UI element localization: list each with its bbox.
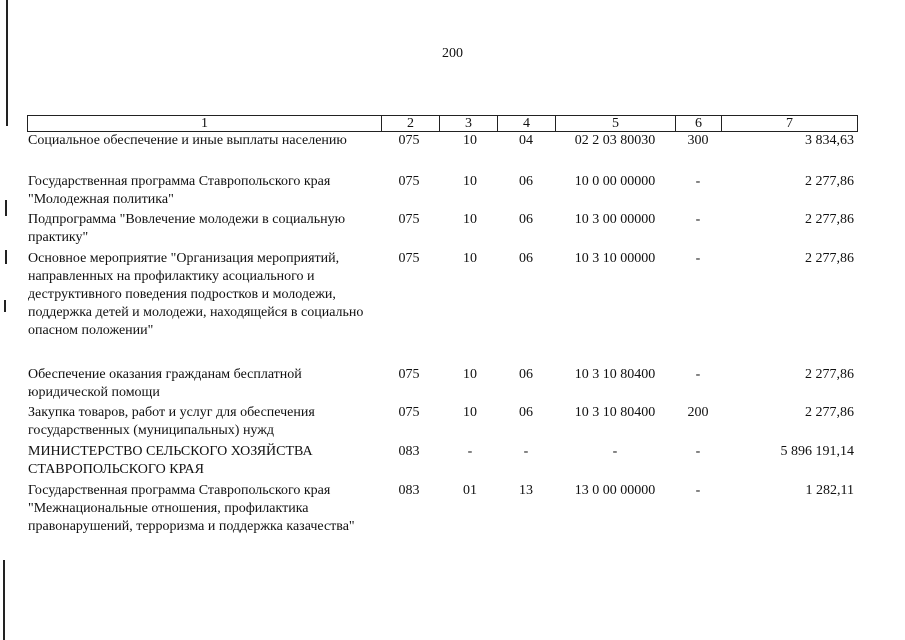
row-amount: 3 834,63 xyxy=(805,133,854,148)
row-amount: 5 896 191,14 xyxy=(780,444,854,459)
row-name: МИНИСТЕРСТВО СЕЛЬСКОГО ХОЗЯЙСТВА СТАВРОПОЛЬСКОГО КРАЯ xyxy=(28,444,313,477)
row-section: 10 xyxy=(463,174,477,189)
row-section: 01 xyxy=(463,483,477,498)
row-expense-type: - xyxy=(695,174,701,189)
row-subsection: 06 xyxy=(519,251,533,266)
row-code: 075 xyxy=(398,212,420,227)
row-section: 10 xyxy=(463,133,477,148)
row-amount: 2 277,86 xyxy=(805,251,854,266)
row-subsection: 06 xyxy=(519,174,533,189)
table-row xyxy=(27,173,858,211)
row-name: Подпрограмма "Вовлечение молодежи в социальную практику" xyxy=(28,212,346,245)
table-header xyxy=(27,115,858,132)
row-code: 075 xyxy=(398,133,420,148)
row-expense-type: 200 xyxy=(687,405,709,420)
row-section: 10 xyxy=(463,212,477,227)
row-subsection: 13 xyxy=(519,483,533,498)
header-col-1: 1 xyxy=(28,116,382,131)
row-expense-type: 300 xyxy=(687,133,709,148)
header-col-5: 5 xyxy=(556,116,676,131)
row-subsection: 06 xyxy=(519,367,533,382)
header-col-3: 3 xyxy=(440,116,498,131)
table-row xyxy=(27,482,858,562)
row-target-article: 02 2 03 80030 xyxy=(574,133,656,148)
row-code: 075 xyxy=(398,251,420,266)
row-code: 075 xyxy=(398,367,420,382)
row-amount: 2 277,86 xyxy=(805,405,854,420)
row-amount: 2 277,86 xyxy=(805,174,854,189)
row-subsection: 06 xyxy=(519,212,533,227)
row-name: Социальное обеспечение и иные выплаты населению xyxy=(28,133,347,148)
row-amount: 1 282,11 xyxy=(805,483,854,498)
row-section: 10 xyxy=(463,405,477,420)
row-target-article: 10 3 10 80400 xyxy=(574,405,656,420)
row-name: Обеспечение оказания гражданам бесплатной юридической помощи xyxy=(28,367,302,400)
row-target-article: 10 3 10 80400 xyxy=(574,367,656,382)
row-target-article: 13 0 00 00000 xyxy=(574,483,656,498)
header-col-6: 6 xyxy=(676,116,722,131)
row-target-article: - xyxy=(612,444,618,459)
row-name: Государственная программа Ставропольского края "Межнациональные отношения, профилактика правонарушений, терроризма и поддержка казачества" xyxy=(28,483,355,534)
row-amount: 2 277,86 xyxy=(805,212,854,227)
header-col-7: 7 xyxy=(786,116,793,131)
table-row xyxy=(27,443,858,482)
row-subsection: 04 xyxy=(519,133,533,148)
page-number: 200 xyxy=(442,46,463,61)
row-expense-type: - xyxy=(695,444,701,459)
header-col-4: 4 xyxy=(498,116,556,131)
row-subsection: - xyxy=(523,444,529,459)
row-section: - xyxy=(467,444,473,459)
row-target-article: 10 0 00 00000 xyxy=(574,174,656,189)
row-target-article: 10 3 00 00000 xyxy=(574,212,656,227)
row-section: 10 xyxy=(463,251,477,266)
header-col-2: 2 xyxy=(382,116,440,131)
scan-edge-mark xyxy=(5,200,7,216)
scan-edge-mark xyxy=(4,300,6,312)
scan-edge-mark xyxy=(5,250,7,264)
table-row xyxy=(27,366,858,404)
row-expense-type: - xyxy=(695,367,701,382)
table-row xyxy=(27,132,858,173)
row-code: 083 xyxy=(398,483,420,498)
row-name: Закупка товаров, работ и услуг для обеспечения государственных (муниципальных) нужд xyxy=(28,405,315,438)
row-name: Основное мероприятие "Организация мероприятий, направленных на профилактику асоциального и деструктивного поведения подростков и молодежи, поддержка детей и молодежи, находящейся в социально опасном положении" xyxy=(28,251,364,338)
row-code: 075 xyxy=(398,405,420,420)
row-code: 075 xyxy=(398,174,420,189)
row-section: 10 xyxy=(463,367,477,382)
scan-edge-mark xyxy=(6,0,8,126)
row-expense-type: - xyxy=(695,251,701,266)
scan-edge-mark xyxy=(3,560,5,640)
row-expense-type: - xyxy=(695,212,701,227)
table-row xyxy=(27,211,858,250)
row-target-article: 10 3 10 00000 xyxy=(574,251,656,266)
row-subsection: 06 xyxy=(519,405,533,420)
row-amount: 2 277,86 xyxy=(805,367,854,382)
row-code: 083 xyxy=(398,444,420,459)
table-row xyxy=(27,250,858,366)
row-expense-type: - xyxy=(695,483,701,498)
row-name: Государственная программа Ставропольского края "Молодежная политика" xyxy=(28,174,331,207)
budget-table xyxy=(27,115,858,562)
table-row xyxy=(27,404,858,443)
